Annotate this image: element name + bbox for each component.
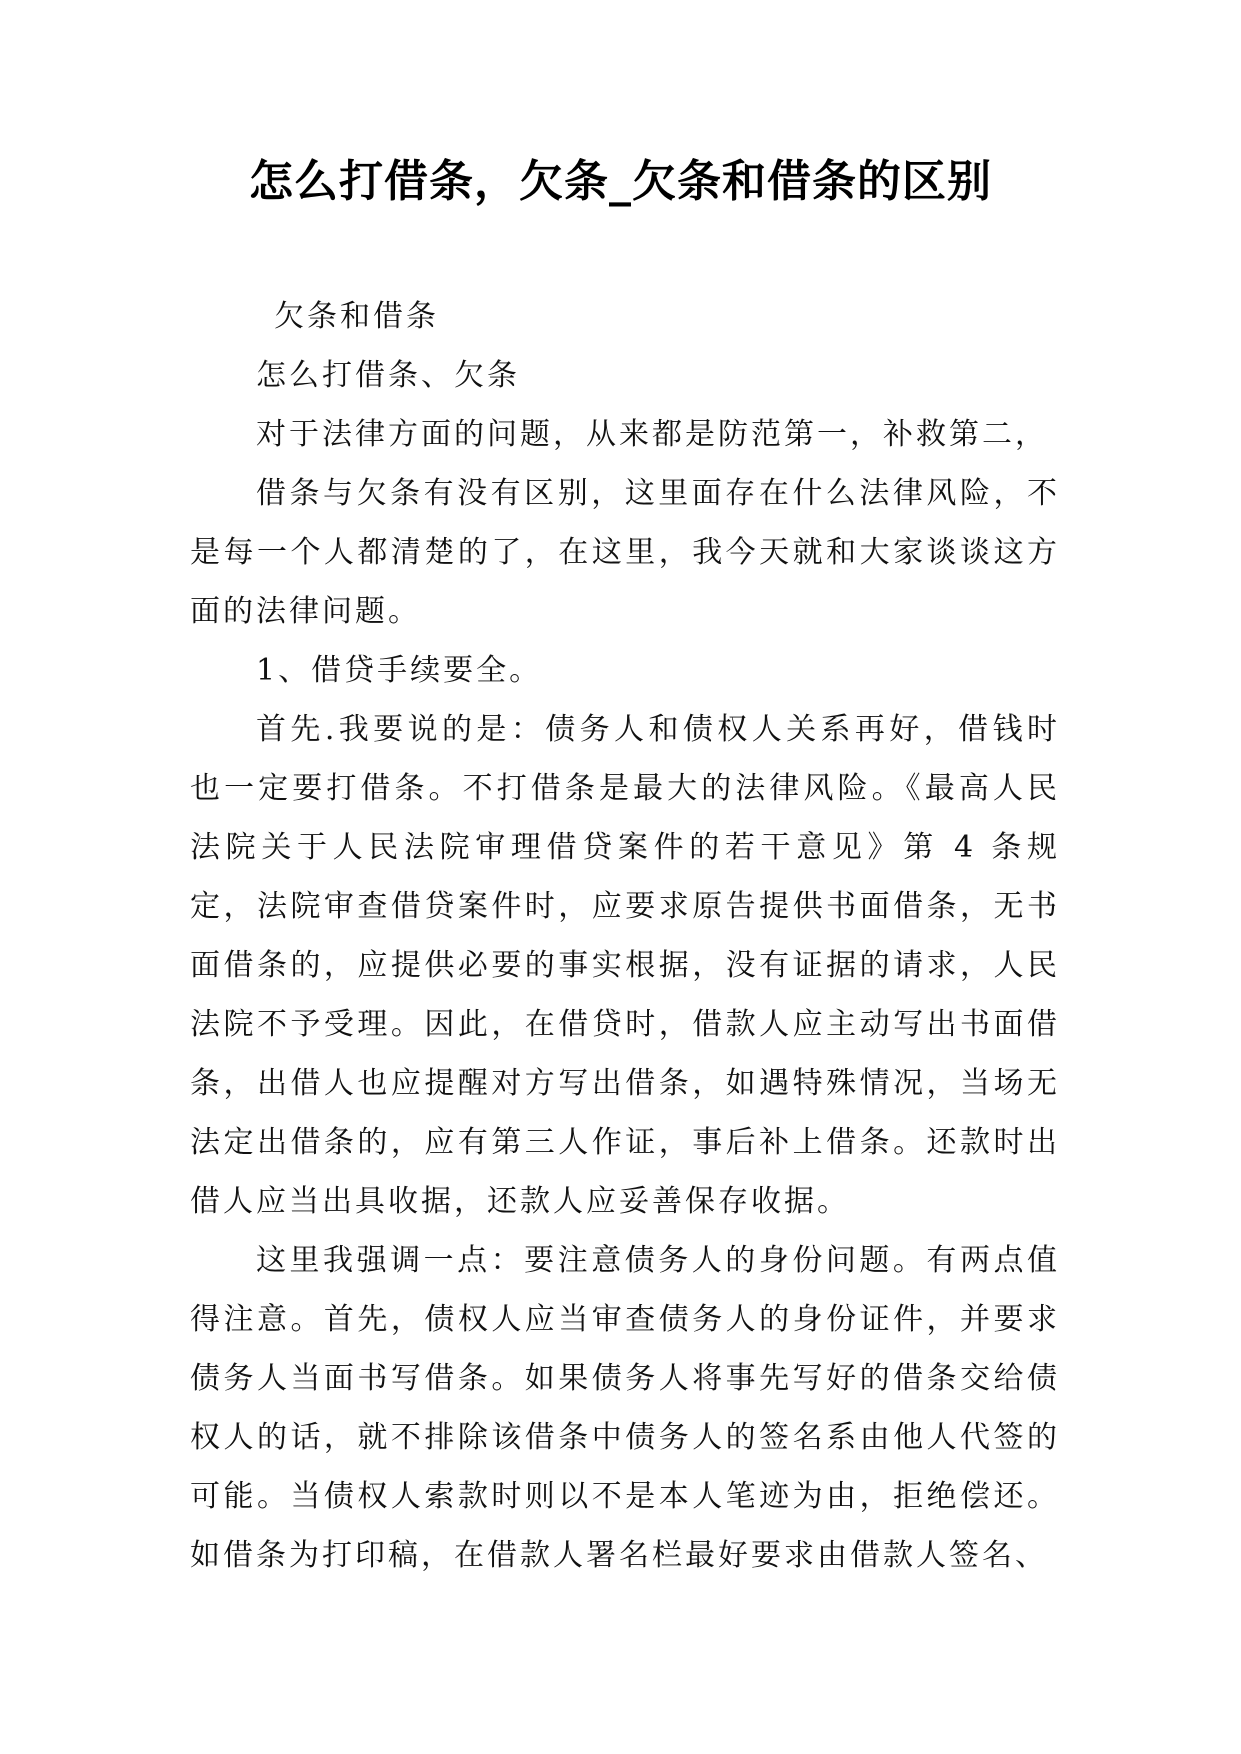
paragraph-question: 借条与欠条有没有区别，这里面存在什么法律风险，不是每一个人都清楚的了，在这里，我今天就和大家谈谈这方面的法律问题。: [190, 476, 1060, 629]
paragraph-first-point: 首先.我要说的是：债务人和债权人关系再好，借钱时也一定要打借条。不打借条是最大的法律风险。《最高人民法院关于人民法院审理借贷案件的若干意见》第 4 条规定，法院审查借贷案件时，应要求原告提供书面借条，无书面借条的，应提供必要的事实根据，没有证据的请求，人民法院不予受理。因此，在借贷时，借款人应主动写出书面借条，出借人也应提醒对方写出借条，如遇特殊情况，当场无法定出借条的，应有第三人作证，事后补上借条。还款时出借人应当出具收据，还款人应妥善保存收据。: [190, 712, 1060, 1219]
paragraph-section-1: 1、借贷手续要全。: [256, 653, 543, 688]
paragraph-heading-1: 欠条和借条: [274, 299, 439, 334]
document-body: [190, 287, 1060, 1585]
paragraph-debtor-identity: 这里我强调一点：要注意债务人的身份问题。有两点值得注意。首先，债权人应当审查债务人的身份证件，并要求债务人当面书写借条。如果债务人将事先写好的借条交给债权人的话，就不排除该借条中债务人的签名系由他人代签的可能。当债权人索款时则以不是本人笔迹为由，拒绝偿还。如借条为打印稿，在借款人署名栏最好要求由借款人签名、: [190, 1243, 1060, 1573]
document-title: 怎么打借条，欠条_欠条和借条的区别: [249, 156, 992, 207]
paragraph-intro: 对于法律方面的问题，从来都是防范第一，补救第二，: [256, 417, 1048, 452]
paragraph-heading-2: 怎么打借条、欠条: [256, 358, 520, 393]
